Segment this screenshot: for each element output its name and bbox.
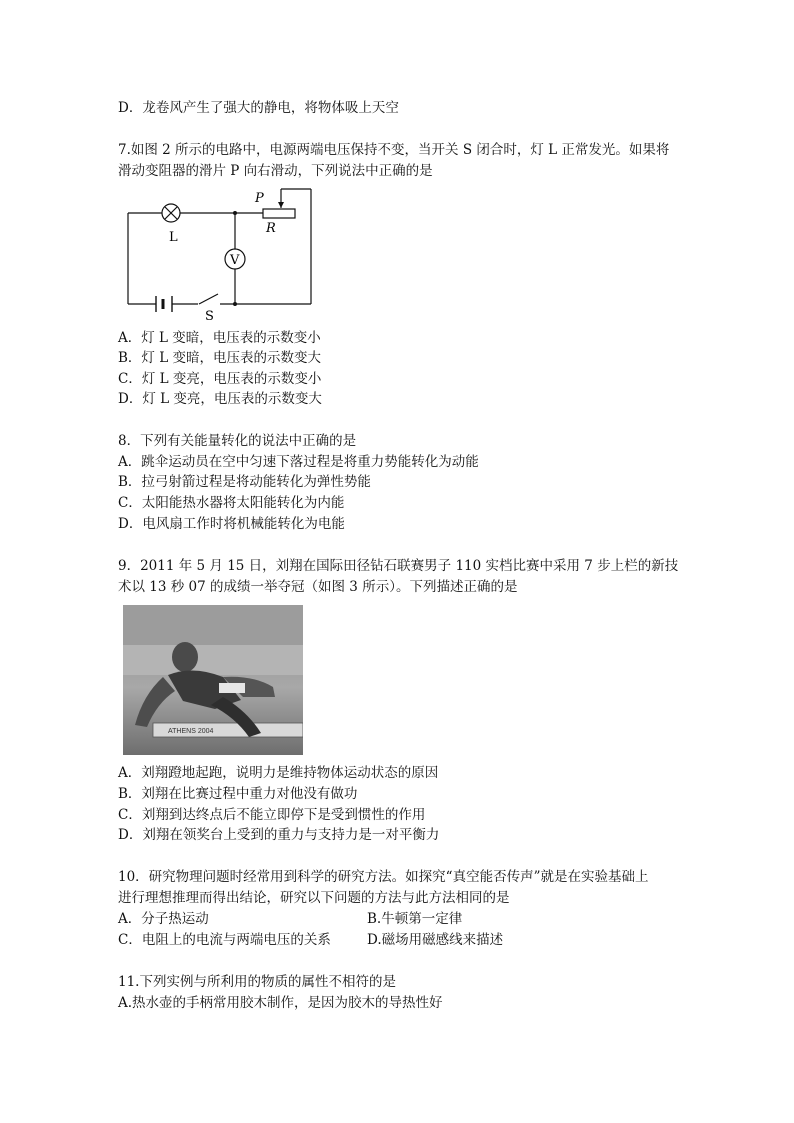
q10-option-d: D.磁场用磁感线来描述 — [367, 932, 504, 948]
q10-option-b: B.牛顿第一定律 — [367, 911, 463, 927]
q9-option-c: C．刘翔到达终点后不能立即停下是受到惯性的作用 — [118, 807, 426, 823]
q10-option-c: C．电阻上的电流与两端电压的关系 — [118, 932, 331, 948]
q7-stem-line-1: 7.如图 2 所示的电路中，电源两端电压保持不变，当开关 S 闭合时，灯 L 正常发光。如果将 — [118, 142, 670, 158]
q8-option-d: D．电风扇工作时将机械能转化为电能 — [118, 516, 345, 532]
battery-icon — [156, 296, 172, 312]
q7-option-d: D．灯 L 变亮，电压表的示数变大 — [118, 391, 322, 407]
q9-option-b: B．刘翔在比赛过程中重力对他没有做功 — [118, 786, 358, 802]
circuit-diagram — [120, 186, 320, 321]
q7-option-b: B．灯 L 变暗，电压表的示数变大 — [118, 350, 321, 366]
q9-option-a: A．刘翔蹬地起跑，说明力是维持物体运动状态的原因 — [118, 765, 439, 781]
switch-label: S — [205, 309, 214, 321]
q8-stem: 8．下列有关能量转化的说法中正确的是 — [118, 433, 357, 449]
q10-option-a: A．分子热运动 — [118, 911, 209, 927]
q7-option-a: A．灯 L 变暗，电压表的示数变小 — [118, 330, 321, 346]
q9-option-d: D．刘翔在领奖台上受到的重力与支持力是一对平衡力 — [118, 827, 440, 843]
q10-stem-line-2: 进行理想推理而得出结论，研究以下问题的方法与此方法相同的是 — [118, 890, 510, 906]
q7-option-c: C．灯 L 变亮，电压表的示数变小 — [118, 371, 322, 387]
hurdler-photo — [123, 605, 303, 755]
q8-option-a: A．跳伞运动员在空中匀速下落过程是将重力势能转化为动能 — [118, 454, 479, 470]
slider-label: P — [255, 191, 264, 206]
q11-stem: 11.下列实例与所利用的物质的属性不相符的是 — [118, 974, 396, 990]
q9-stem-line-1: 9．2011 年 5 月 15 日，刘翔在国际田径钻石联赛男子 110 实档比赛中采用 7 步上栏的新技 — [118, 558, 679, 574]
resistor-label: R — [266, 221, 276, 236]
q9-stem-line-2: 术以 13 秒 07 的成绩一举夺冠（如图 3 所示）。下列描述正确的是 — [118, 579, 518, 595]
voltmeter-label: V — [230, 253, 240, 268]
q11-option-a: A.热水壶的手柄常用胶木制作，是因为胶木的导热性好 — [118, 995, 443, 1011]
q8-option-c: C．太阳能热水器将太阳能转化为内能 — [118, 495, 345, 511]
q6-option-d: D．龙卷风产生了强大的静电，将物体吸上天空 — [118, 100, 399, 116]
photo-caption: ATHENS 2004 — [168, 728, 214, 735]
q7-stem-line-2: 滑动变阻器的滑片 P 向右滑动，下列说法中正确的是 — [118, 163, 433, 179]
q10-stem-line-1: 10．研究物理问题时经常用到科学的研究方法。如探究“真空能否传声”就是在实验基础上 — [118, 869, 649, 885]
lamp-label: L — [169, 230, 178, 245]
rheostat-icon — [263, 209, 295, 218]
q8-option-b: B．拉弓射箭过程是将动能转化为弹性势能 — [118, 474, 371, 490]
lamp-icon — [162, 204, 180, 222]
